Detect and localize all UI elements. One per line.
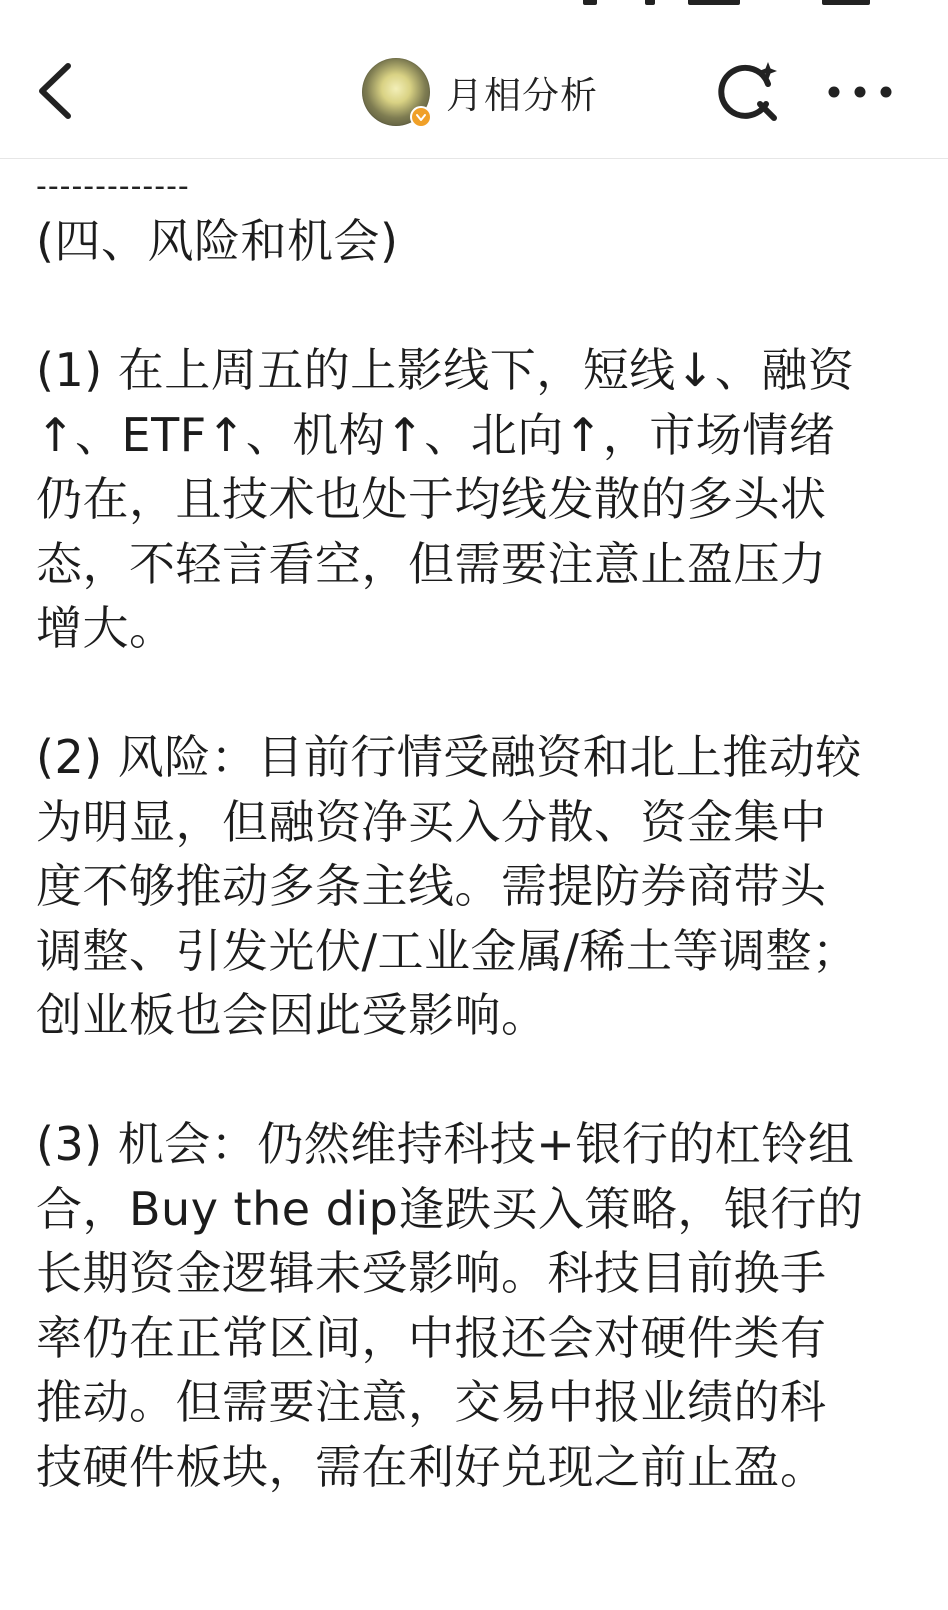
paragraph-line: 调整、引发光伏/工业金属/稀土等调整； [36,923,859,978]
status-icon-fragment [583,0,597,5]
paragraph-line: 率仍在正常区间，中报还会对硬件类有 [36,1310,827,1365]
account-title[interactable] [362,56,598,128]
paragraph-line: (1) 在上周五的上影线下，短线↓、融资 [36,343,855,397]
paragraph-1 [36,338,916,661]
status-icon-fragment [645,0,655,5]
paragraph-line: 态，不轻言看空，但需要注意止盈压力 [36,536,827,591]
status-icon-fragment [688,0,740,5]
paragraph-line: (3) 机会：仍然维持科技+银行的杠铃组 [36,1117,855,1171]
section-title: (四、风险和机会) [36,214,399,268]
battery-icon [822,0,870,5]
paragraph-3 [36,1112,916,1499]
paragraph-line: 长期资金逻辑未受影响。科技目前换手 [36,1246,827,1300]
status-bar [0,0,948,14]
article-body [36,165,916,1499]
separator-line: ------------- [36,169,190,204]
paragraph-line: 合，Buy the dip逢跌买入策略，银行的 [36,1181,864,1236]
more-dots-icon [824,74,896,110]
paragraph-line: 创业板也会因此受影响。 [36,988,548,1042]
paragraph-line: 技硬件板块，需在利好兑现之前止盈。 [36,1439,827,1494]
back-arrow-icon [30,54,90,124]
paragraph-line: 度不够推动多条主线。需提防券商带头 [36,859,827,913]
paragraph-line: 增大。 [36,601,176,655]
top-nav-bar [0,14,948,159]
account-name[interactable]: 月相分析 [446,74,598,117]
paragraph-2 [36,725,916,1048]
back-button[interactable] [30,54,90,124]
paragraph-line: 推动。但需要注意，交易中报业绩的科 [36,1375,827,1429]
paragraph-line: ↑、ETF↑、机构↑、北向↑，市场情绪 [36,407,836,462]
verified-badge-icon [410,106,432,128]
moon-avatar-icon[interactable] [362,58,430,126]
paragraph-line: (2) 风险：目前行情受融资和北上推动较 [36,730,862,784]
search-icon [716,58,786,128]
more-options-button[interactable] [824,74,896,110]
paragraph-line: 仍在，且技术也处于均线发散的多头状 [36,472,827,526]
paragraph-line: 为明显，但融资净买入分散、资金集中 [36,794,827,849]
search-button[interactable] [716,58,786,128]
